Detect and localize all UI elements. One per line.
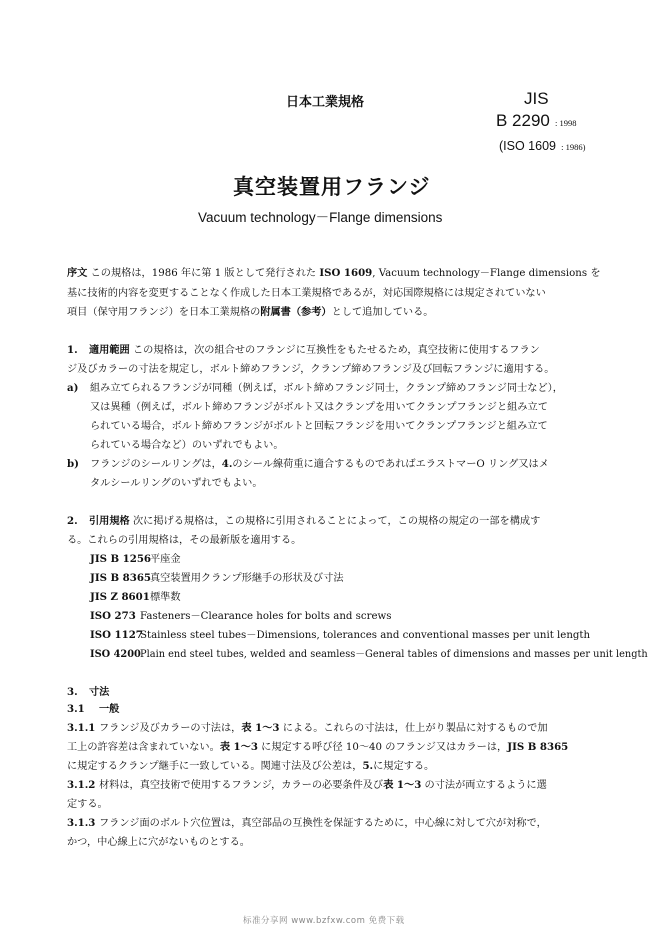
p313-line-1 bbox=[67, 817, 547, 830]
s31-heading-line bbox=[67, 703, 119, 716]
p311-line-3 bbox=[67, 760, 434, 773]
ref-item bbox=[90, 610, 391, 623]
p311-line-2 bbox=[67, 741, 568, 754]
ref-code: ISO 273 bbox=[90, 610, 136, 622]
ref-item bbox=[90, 591, 181, 604]
p311-jis-ref: JIS B 8365 bbox=[507, 741, 569, 753]
preface-annex-ref: 附属書（参考） bbox=[260, 306, 332, 318]
s31-heading: 一般 bbox=[99, 703, 120, 715]
p312-text: 材料は，真空技術で使用するフランジ，カラーの必要条件及び bbox=[99, 780, 384, 791]
p312-text: の寸法が両立するように選 bbox=[421, 780, 547, 791]
ref-title: Fasteners－Clearance holes for bolts and screws bbox=[140, 611, 392, 622]
p311-text: フランジ及びカラーの寸法は， bbox=[99, 723, 242, 734]
s1-item-a-line-3: られている場合，ボルト締めフランジがボルトと回転フランジを用いてクランプフランジと組み立て bbox=[90, 421, 548, 432]
s1-item-a-line-4: られている場合など）のいずれでもよい。 bbox=[90, 440, 284, 451]
p311-text: による。これらの寸法は，仕上がり製品に対するもので加 bbox=[279, 723, 548, 734]
s2-heading: 引用規格 bbox=[89, 515, 130, 527]
title-english: Vacuum technology－Flange dimensions bbox=[198, 210, 443, 225]
s1-heading: 適用範囲 bbox=[89, 344, 130, 356]
ref-title: Stainless steel tubes－Dimensions, tolerances and conventional masses per unit length bbox=[140, 630, 591, 641]
p311-text: に規定する呼び径 10～40 のフランジ又はカラーは， bbox=[257, 742, 508, 753]
s3-number: 3. bbox=[67, 686, 78, 698]
jis-label: JIS bbox=[524, 89, 549, 108]
ref-item bbox=[90, 553, 181, 566]
standard-code-year: : 1998 bbox=[554, 118, 577, 128]
ref-code: JIS B 1256 bbox=[90, 553, 152, 565]
p311-text: に規定するクランプ継手に一致している。関連寸法及び公差は， bbox=[67, 761, 363, 772]
ref-item bbox=[90, 648, 648, 661]
s2-text: 次に掲げる規格は，この規格に引用されることによって，この規格の規定の一部を構成す bbox=[133, 516, 541, 527]
ref-title: 標準数 bbox=[150, 592, 181, 603]
footer-watermark: 标准分享网 www.bzfxw.com 免费下载 bbox=[243, 916, 405, 926]
s1-item-a-line-1: 組み立てられるフランジが同種（例えば，ボルト締めフランジ同士，クランプ締めフランジ同士など）， bbox=[90, 383, 563, 394]
standard-code bbox=[496, 111, 576, 131]
iso-year: : 1986) bbox=[561, 142, 586, 152]
iso-correspondence bbox=[499, 135, 585, 154]
p313-text: フランジ面のボルト穴位置は，真空部品の互換性を保証するために，中心線に対して穴が対称で， bbox=[99, 818, 547, 829]
s1-item-a-line-2: 又は異種（例えば，ボルト締めフランジがボルト又はクランプを用いてクランプフランジと組み立て bbox=[90, 402, 548, 413]
p311-line-1 bbox=[67, 722, 548, 735]
s1-item-a-label: a) bbox=[67, 382, 79, 394]
s1-item-b-label: b) bbox=[67, 458, 79, 470]
s2-line-2: る。これらの引用規格は，その最新版を適用する。 bbox=[67, 535, 302, 546]
p312-table-ref: 表 1～3 bbox=[383, 779, 422, 791]
s2-number: 2. bbox=[67, 515, 78, 527]
s1-item-b-ref: 4. bbox=[221, 458, 233, 470]
s1-text: この規格は，次の組合せのフランジに互換性をもたせるため，真空技術に使用するフラン bbox=[133, 345, 540, 356]
ref-code: JIS B 8365 bbox=[90, 572, 152, 584]
s2-line-1 bbox=[67, 515, 540, 528]
p312-number: 3.1.2 bbox=[67, 779, 96, 791]
ref-code: ISO 4200 bbox=[90, 649, 141, 660]
ref-code: ISO 1127 bbox=[90, 629, 143, 641]
preface-label: 序文 bbox=[67, 267, 88, 279]
s1-item-b-line-1 bbox=[90, 458, 549, 471]
preface-line-1 bbox=[67, 267, 601, 280]
p311-number: 3.1.1 bbox=[67, 722, 96, 734]
p311-text: に規定する。 bbox=[373, 761, 435, 772]
preface-line-2: 基に技術的内容を変更することなく作成した日本工業規格であるが，対応国際規格には規定されていない bbox=[67, 288, 546, 299]
p311-table-ref: 表 1～3 bbox=[219, 741, 258, 753]
s1-item-b-line-2: タルシールリングのいずれでもよい。 bbox=[90, 478, 263, 489]
s1-item-b-text: フランジのシールリングは， bbox=[90, 459, 222, 470]
s1-number: 1. bbox=[67, 344, 78, 356]
p313-line-2: かつ，中心線上に穴がないものとする。 bbox=[67, 837, 250, 848]
p312-line-2: 定する。 bbox=[67, 799, 108, 810]
preface-text: として追加している。 bbox=[331, 307, 434, 318]
s1-item-b-text: のシール線荷重に適合するものであればエラストマーO リング又はメ bbox=[232, 459, 549, 470]
p313-number: 3.1.3 bbox=[67, 817, 96, 829]
preface-text: この規格は，1986 年に第 1 版として発行された bbox=[90, 268, 320, 279]
preface-iso-ref: ISO 1609 bbox=[319, 267, 373, 279]
preface-text: 項目（保守用フランジ）を日本工業規格の bbox=[67, 307, 261, 318]
s1-line-1 bbox=[67, 344, 540, 357]
ref-title: 真空装置用クランプ形継手の形状及び寸法 bbox=[150, 573, 344, 584]
ref-code: JIS Z 8601 bbox=[90, 591, 150, 603]
s31-number: 3.1 bbox=[67, 703, 85, 715]
preface-line-3 bbox=[67, 306, 434, 319]
ref-title: Plain end steel tubes, welded and seamless－General tables of dimensions and masses per unit length bbox=[140, 649, 648, 660]
p311-table-ref: 表 1～3 bbox=[241, 722, 280, 734]
p312-line-1 bbox=[67, 779, 547, 792]
ref-item bbox=[90, 572, 344, 585]
ref-title: 平座金 bbox=[150, 554, 181, 565]
standard-code-number: B 2290 bbox=[496, 111, 550, 130]
preface-text: , Vacuum technology－Flange dimensions を bbox=[372, 268, 601, 279]
s3-heading-line bbox=[67, 686, 109, 699]
p311-text: 工上の許容差は含まれていない。 bbox=[67, 742, 220, 753]
p311-section-ref: 5. bbox=[362, 760, 374, 772]
s3-heading: 寸法 bbox=[89, 686, 110, 698]
title-japanese: 真空装置用フランジ bbox=[233, 175, 431, 199]
iso-code: (ISO 1609 bbox=[499, 139, 556, 153]
s1-line-2: ジ及びカラーの寸法を規定し，ボルト締めフランジ，クランプ締めフランジ及び回転フランジに適用する。 bbox=[67, 364, 555, 375]
ref-item bbox=[90, 629, 590, 642]
standard-name: 日本工業規格 bbox=[286, 95, 365, 110]
